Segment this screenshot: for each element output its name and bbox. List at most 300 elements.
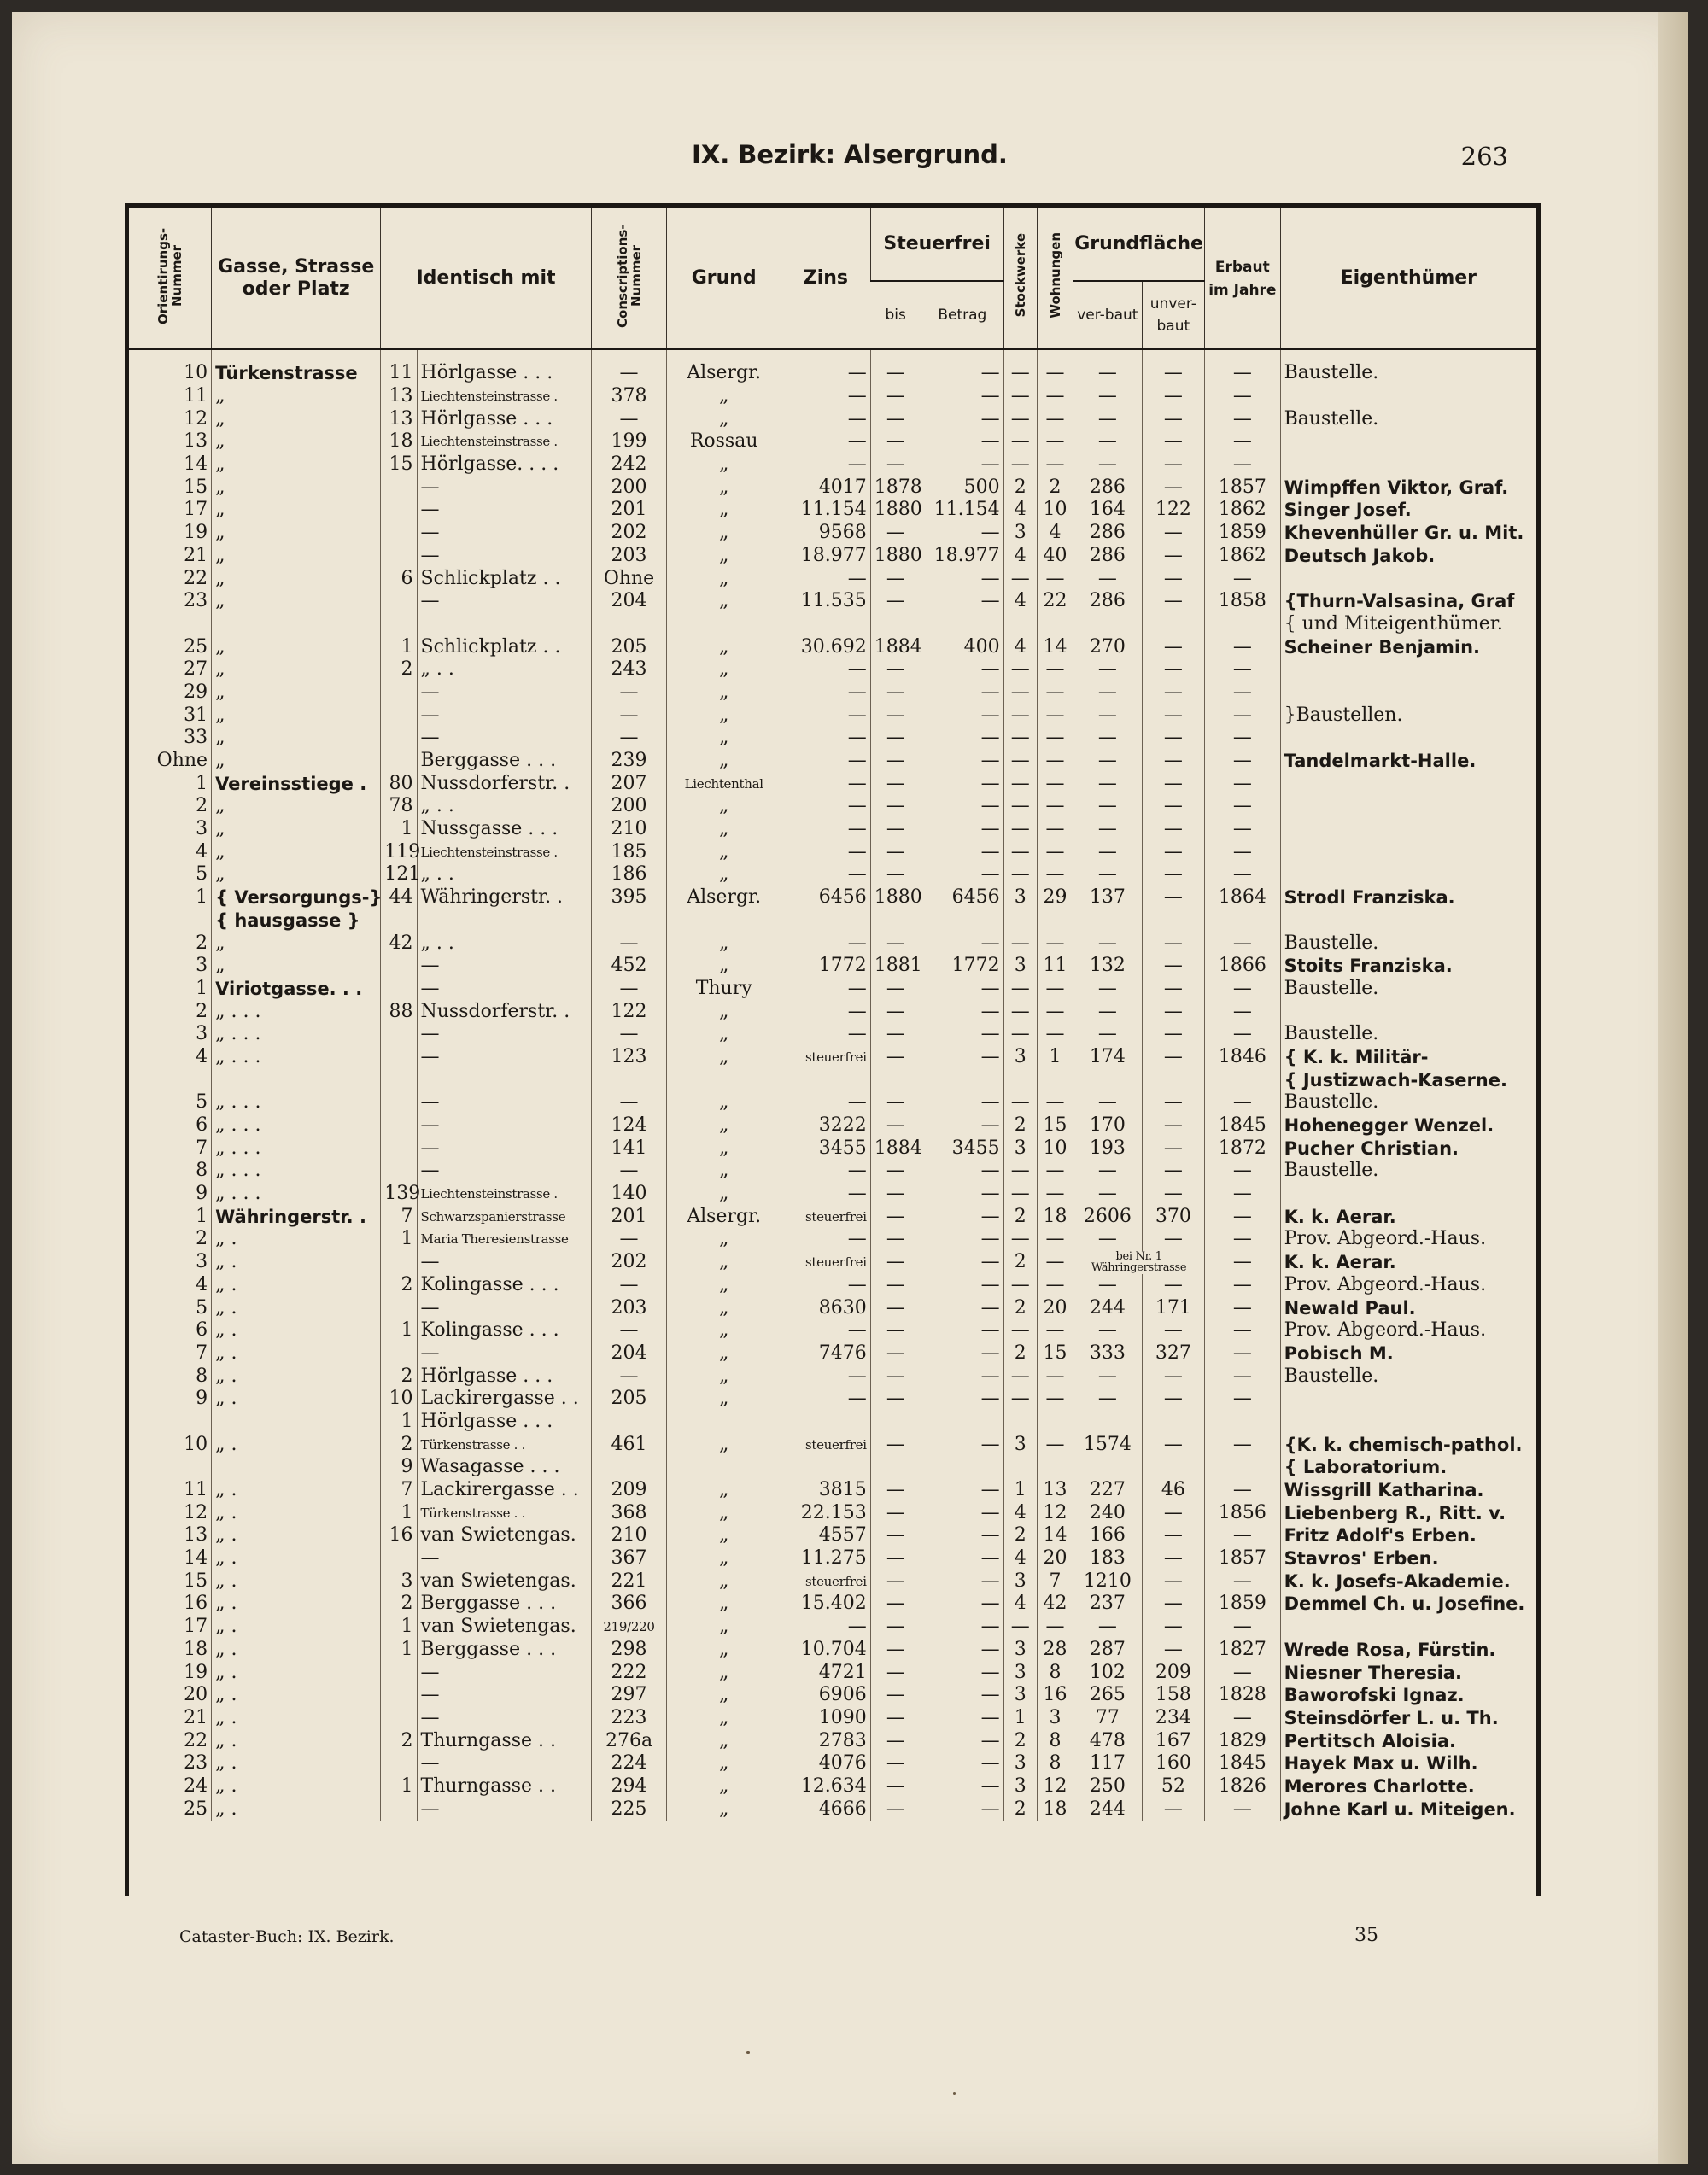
cell-betrag: — bbox=[921, 750, 1004, 773]
cell-consc: 242 bbox=[591, 453, 667, 477]
cell-ident-name bbox=[417, 909, 591, 933]
cell-wohn: 4 bbox=[1037, 522, 1073, 545]
cell-gasse: „ bbox=[212, 932, 381, 955]
cell-orient: 14 bbox=[184, 1547, 208, 1570]
cell-zins: — bbox=[781, 1274, 871, 1297]
cell-stock: — bbox=[1003, 430, 1037, 453]
cell-verbaut: — bbox=[1073, 1388, 1142, 1411]
cell-eigen bbox=[1280, 1616, 1536, 1639]
cell-eigen bbox=[1280, 818, 1536, 841]
cell-ident-name: — bbox=[417, 1752, 591, 1775]
cell-unverbaut: — bbox=[1142, 1114, 1204, 1137]
cell-verbaut: — bbox=[1073, 795, 1142, 818]
cell-zins bbox=[781, 613, 871, 636]
cell-betrag: — bbox=[921, 567, 1004, 590]
cell-grund: „ bbox=[667, 1661, 781, 1684]
cell-consc: 461 bbox=[591, 1433, 667, 1456]
cell-zins: — bbox=[781, 1000, 871, 1023]
cell-zins: steuerfrei bbox=[781, 1251, 871, 1274]
cell-eigen: Baustelle. bbox=[1280, 349, 1536, 385]
cell-consc: 202 bbox=[591, 1251, 667, 1274]
cell-stock: 3 bbox=[1003, 1639, 1037, 1662]
cell-betrag: — bbox=[921, 1501, 1004, 1524]
cell-erbaut: 1866 bbox=[1205, 955, 1281, 978]
table-row bbox=[129, 1319, 1536, 1342]
cell-wohn: 12 bbox=[1037, 1775, 1073, 1798]
cell-consc: 205 bbox=[591, 1388, 667, 1411]
cell-verbaut: 1574 bbox=[1073, 1433, 1142, 1456]
cell-betrag: — bbox=[921, 681, 1004, 705]
cell-erbaut: — bbox=[1205, 385, 1281, 408]
cell-betrag: — bbox=[921, 1639, 1004, 1662]
header-eigen: Eigenthümer bbox=[1280, 208, 1536, 349]
cell-verbaut: 183 bbox=[1073, 1547, 1142, 1570]
cell-consc: — bbox=[591, 1319, 667, 1342]
cell-orient bbox=[129, 1456, 212, 1479]
cell-ident-nr: 15 bbox=[381, 453, 417, 477]
cell-bis: — bbox=[870, 658, 921, 681]
cell-wohn: — bbox=[1037, 1319, 1073, 1342]
cell-wohn: 12 bbox=[1037, 1501, 1073, 1524]
cell-erbaut: — bbox=[1205, 349, 1281, 385]
header-grund: Grund bbox=[667, 208, 781, 349]
cell-ident-name: — bbox=[417, 522, 591, 545]
cell-bis bbox=[870, 909, 921, 933]
cell-gasse: „ . bbox=[212, 1433, 381, 1456]
cell-ident-name: — bbox=[417, 955, 591, 978]
cell-grund bbox=[667, 909, 781, 933]
cell-unverbaut: — bbox=[1142, 1570, 1204, 1593]
cell-gasse: „ . bbox=[212, 1639, 381, 1662]
table-row bbox=[129, 1228, 1536, 1251]
cell-zins: 15.402 bbox=[781, 1593, 871, 1616]
cell-betrag: 400 bbox=[921, 635, 1004, 658]
cell-grund bbox=[667, 1411, 781, 1434]
table-body bbox=[129, 349, 1536, 1821]
cell-eigen: Wimpffen Viktor, Graf. bbox=[1280, 476, 1536, 499]
cell-grund: „ bbox=[667, 1274, 781, 1297]
cell-verbaut: — bbox=[1073, 1274, 1142, 1297]
cell-wohn: — bbox=[1037, 1091, 1073, 1114]
cell-betrag bbox=[921, 1411, 1004, 1434]
table-row bbox=[129, 453, 1536, 477]
cell-eigen bbox=[1280, 681, 1536, 705]
cell-zins: 4666 bbox=[781, 1798, 871, 1821]
cell-orient: 12 bbox=[184, 407, 208, 430]
cell-consc: 204 bbox=[591, 590, 667, 613]
cell-eigen: Baustelle. bbox=[1280, 1091, 1536, 1114]
cell-wohn bbox=[1037, 1068, 1073, 1091]
cell-bis: — bbox=[870, 772, 921, 795]
cell-unverbaut: 370 bbox=[1142, 1205, 1204, 1228]
cell-gasse: „ . bbox=[212, 1775, 381, 1798]
cell-bis: — bbox=[870, 1296, 921, 1319]
cell-zins: 4076 bbox=[781, 1752, 871, 1775]
table-row bbox=[129, 1251, 1536, 1274]
cell-erbaut: — bbox=[1205, 704, 1281, 727]
cell-ident-nr: 2 bbox=[381, 1365, 417, 1388]
cell-grund: „ bbox=[667, 1342, 781, 1365]
cell-eigen: Baustelle. bbox=[1280, 1365, 1536, 1388]
cell-gasse: „ . bbox=[212, 1479, 381, 1502]
cell-wohn: — bbox=[1037, 704, 1073, 727]
cell-erbaut: — bbox=[1205, 1274, 1281, 1297]
cell-bis: — bbox=[870, 818, 921, 841]
cell-zins: — bbox=[781, 1365, 871, 1388]
cell-orient: 1 bbox=[196, 772, 208, 794]
cell-consc: — bbox=[591, 349, 667, 385]
cell-gasse: „ bbox=[212, 499, 381, 522]
cell-grund: „ bbox=[667, 1798, 781, 1821]
cell-orient bbox=[129, 1411, 212, 1434]
cell-verbaut bbox=[1073, 1411, 1142, 1434]
cell-betrag: 18.977 bbox=[921, 545, 1004, 568]
cell-grund: „ bbox=[667, 1365, 781, 1388]
cell-orient: 5 bbox=[196, 1091, 208, 1114]
cell-zins bbox=[781, 1411, 871, 1434]
cell-ident-name: Lackirergasse . . bbox=[417, 1388, 591, 1411]
cell-bis bbox=[870, 1411, 921, 1434]
cell-erbaut bbox=[1205, 1456, 1281, 1479]
cell-orient: 2 bbox=[196, 1000, 208, 1022]
table-row bbox=[129, 1183, 1536, 1206]
cell-bis: — bbox=[870, 1729, 921, 1752]
cell-orient: 4 bbox=[196, 840, 208, 862]
cell-consc: 200 bbox=[591, 795, 667, 818]
cell-wohn: 14 bbox=[1037, 635, 1073, 658]
cell-erbaut: 1827 bbox=[1205, 1639, 1281, 1662]
cell-erbaut: — bbox=[1205, 1661, 1281, 1684]
paper-speck bbox=[746, 2051, 750, 2054]
table-row bbox=[129, 1365, 1536, 1388]
cell-verbaut: 117 bbox=[1073, 1752, 1142, 1775]
cell-eigen: Baustelle. bbox=[1280, 932, 1536, 955]
cell-verbaut: — bbox=[1073, 1160, 1142, 1183]
cell-betrag: 3455 bbox=[921, 1137, 1004, 1160]
cell-ident-name: — bbox=[417, 1160, 591, 1183]
cell-eigen: Strodl Franziska. bbox=[1280, 886, 1536, 909]
cell-eigen: Stoits Franziska. bbox=[1280, 955, 1536, 978]
cell-stock: 3 bbox=[1003, 1752, 1037, 1775]
cell-gasse: { Versorgungs-} bbox=[212, 886, 381, 909]
cell-ident-name: — bbox=[417, 1114, 591, 1137]
cell-stock: — bbox=[1003, 407, 1037, 430]
cell-stock bbox=[1003, 1456, 1037, 1479]
cell-unverbaut: — bbox=[1142, 1046, 1204, 1069]
cell-bis: — bbox=[870, 1000, 921, 1023]
cell-erbaut: — bbox=[1205, 1205, 1281, 1228]
table-row bbox=[129, 840, 1536, 863]
cell-erbaut bbox=[1205, 1068, 1281, 1091]
table-row bbox=[129, 1798, 1536, 1821]
cell-ident-nr: 1 bbox=[381, 1775, 417, 1798]
cell-grund bbox=[667, 613, 781, 636]
table-row bbox=[129, 955, 1536, 978]
cell-ident-nr bbox=[381, 1752, 417, 1775]
cell-ident-nr: 1 bbox=[381, 1616, 417, 1639]
cell-wohn: 8 bbox=[1037, 1661, 1073, 1684]
cell-wohn: 42 bbox=[1037, 1593, 1073, 1616]
cell-orient: 9 bbox=[196, 1388, 208, 1410]
cell-wohn: — bbox=[1037, 658, 1073, 681]
footer-sheet-number: 35 bbox=[1354, 1925, 1378, 1946]
cell-gasse: „ . bbox=[212, 1274, 381, 1297]
cell-wohn: 18 bbox=[1037, 1205, 1073, 1228]
cell-stock: 3 bbox=[1003, 886, 1037, 909]
cell-ident-nr: 1 bbox=[381, 1501, 417, 1524]
cell-wohn: 18 bbox=[1037, 1798, 1073, 1821]
cell-grund: „ bbox=[667, 385, 781, 408]
cell-orient: 23 bbox=[184, 1752, 208, 1774]
cell-ident-nr bbox=[381, 955, 417, 978]
cell-orient bbox=[129, 909, 212, 933]
cell-eigen: {K. k. chemisch-pathol. bbox=[1280, 1433, 1536, 1456]
cell-stock: 2 bbox=[1003, 1114, 1037, 1137]
cell-bis: — bbox=[870, 567, 921, 590]
cell-bis: — bbox=[870, 1775, 921, 1798]
cell-zins: steuerfrei bbox=[781, 1046, 871, 1069]
cell-grund: „ bbox=[667, 1046, 781, 1069]
cell-zins: — bbox=[781, 727, 871, 750]
cell-ident-nr: 7 bbox=[381, 1479, 417, 1502]
cell-unverbaut bbox=[1142, 1456, 1204, 1479]
cell-unverbaut: — bbox=[1142, 1160, 1204, 1183]
cell-consc: 224 bbox=[591, 1752, 667, 1775]
cell-wohn: 11 bbox=[1037, 955, 1073, 978]
cell-bis: — bbox=[870, 1661, 921, 1684]
cell-unverbaut: — bbox=[1142, 886, 1204, 909]
cell-gasse: „ . bbox=[212, 1296, 381, 1319]
cell-gasse: „ . . . bbox=[212, 1000, 381, 1023]
cell-unverbaut bbox=[1142, 909, 1204, 933]
cell-wohn: — bbox=[1037, 795, 1073, 818]
cell-consc: 297 bbox=[591, 1684, 667, 1707]
cell-grund: „ bbox=[667, 1570, 781, 1593]
cell-stock: — bbox=[1003, 727, 1037, 750]
cell-verbaut: — bbox=[1073, 978, 1142, 1001]
cell-verbaut: 244 bbox=[1073, 1296, 1142, 1319]
cell-unverbaut: — bbox=[1142, 453, 1204, 477]
cell-bis: — bbox=[870, 1228, 921, 1251]
cell-orient: 15 bbox=[184, 476, 208, 498]
cell-consc: 366 bbox=[591, 1593, 667, 1616]
cell-gasse: „ bbox=[212, 567, 381, 590]
cell-consc: 367 bbox=[591, 1547, 667, 1570]
cell-stock: — bbox=[1003, 1023, 1037, 1046]
cell-orient: 17 bbox=[184, 499, 208, 521]
cell-wohn: 16 bbox=[1037, 1684, 1073, 1707]
cell-grund: „ bbox=[667, 863, 781, 886]
cell-gasse: „ bbox=[212, 430, 381, 453]
cell-orient: 10 bbox=[184, 1433, 208, 1455]
cell-unverbaut: 122 bbox=[1142, 499, 1204, 522]
cell-orient: 16 bbox=[184, 1593, 208, 1615]
cell-eigen: Liebenberg R., Ritt. v. bbox=[1280, 1501, 1536, 1524]
cell-ident-name: Liechtensteinstrasse . bbox=[417, 385, 591, 408]
cell-wohn: 22 bbox=[1037, 590, 1073, 613]
cell-wohn: 13 bbox=[1037, 1479, 1073, 1502]
cell-gasse: „ . bbox=[212, 1228, 381, 1251]
cell-consc: 123 bbox=[591, 1046, 667, 1069]
cell-zins: 2783 bbox=[781, 1729, 871, 1752]
cell-consc: 203 bbox=[591, 545, 667, 568]
cell-ident-name: Berggasse . . . bbox=[417, 1593, 591, 1616]
cell-wohn: — bbox=[1037, 840, 1073, 863]
cell-gasse: „ . bbox=[212, 1388, 381, 1411]
cell-unverbaut bbox=[1142, 1411, 1204, 1434]
table-row bbox=[129, 772, 1536, 795]
table-row bbox=[129, 1160, 1536, 1183]
cell-eigen: Prov. Abgeord.-Haus. bbox=[1280, 1228, 1536, 1251]
cell-grund: „ bbox=[667, 1183, 781, 1206]
cell-bis: — bbox=[870, 1479, 921, 1502]
cell-stock: — bbox=[1003, 1388, 1037, 1411]
cell-bis: — bbox=[870, 590, 921, 613]
cell-ident-name: — bbox=[417, 1296, 591, 1319]
cell-bis: — bbox=[870, 750, 921, 773]
cell-stock: 3 bbox=[1003, 955, 1037, 978]
header-orient: Orientirungs-Nummer bbox=[129, 208, 212, 349]
cell-grund: „ bbox=[667, 658, 781, 681]
cell-ident-name: — bbox=[417, 704, 591, 727]
cell-stock: — bbox=[1003, 385, 1037, 408]
cell-grund: „ bbox=[667, 1593, 781, 1616]
cell-ident-nr bbox=[381, 1661, 417, 1684]
cell-ident-name: „ . . bbox=[417, 932, 591, 955]
cell-verbaut: 237 bbox=[1073, 1593, 1142, 1616]
cell-unverbaut: 158 bbox=[1142, 1684, 1204, 1707]
cell-wohn: — bbox=[1037, 1183, 1073, 1206]
cell-ident-nr: 121 bbox=[381, 863, 417, 886]
cell-zins: — bbox=[781, 818, 871, 841]
cell-betrag: — bbox=[921, 704, 1004, 727]
cell-gasse: „ . bbox=[212, 1684, 381, 1707]
cell-grund: „ bbox=[667, 567, 781, 590]
cell-stock: — bbox=[1003, 1319, 1037, 1342]
cell-ident-name: Thurngasse . . bbox=[417, 1729, 591, 1752]
cell-verbaut: — bbox=[1073, 1228, 1142, 1251]
cell-wohn bbox=[1037, 1456, 1073, 1479]
cell-eigen: Wissgrill Katharina. bbox=[1280, 1479, 1536, 1502]
cell-gasse: „ . bbox=[212, 1547, 381, 1570]
table-row bbox=[129, 1729, 1536, 1752]
cell-ident-name: Nussgasse . . . bbox=[417, 818, 591, 841]
table-row bbox=[129, 1593, 1536, 1616]
cell-consc: 243 bbox=[591, 658, 667, 681]
cell-verbaut: 478 bbox=[1073, 1729, 1142, 1752]
cell-ident-name: — bbox=[417, 1684, 591, 1707]
cell-orient: 7 bbox=[196, 1137, 208, 1159]
cell-unverbaut: 46 bbox=[1142, 1479, 1204, 1502]
cell-bis: — bbox=[870, 1205, 921, 1228]
cell-consc: — bbox=[591, 1160, 667, 1183]
cell-bis: — bbox=[870, 1091, 921, 1114]
cell-eigen: Johne Karl u. Miteigen. bbox=[1280, 1798, 1536, 1821]
cell-ident-nr bbox=[381, 499, 417, 522]
cell-gasse: „ . bbox=[212, 1798, 381, 1821]
cell-eigen bbox=[1280, 430, 1536, 453]
cell-orient: 8 bbox=[196, 1160, 208, 1182]
cell-wohn: — bbox=[1037, 1274, 1073, 1297]
cell-erbaut: — bbox=[1205, 430, 1281, 453]
cell-unverbaut: — bbox=[1142, 658, 1204, 681]
cell-ident-nr bbox=[381, 727, 417, 750]
cell-gasse: „ bbox=[212, 476, 381, 499]
cell-verbaut: — bbox=[1073, 772, 1142, 795]
cell-gasse: „ . bbox=[212, 1251, 381, 1274]
cell-erbaut: — bbox=[1205, 1798, 1281, 1821]
cell-grund: „ bbox=[667, 476, 781, 499]
cell-ident-name: — bbox=[417, 1251, 591, 1274]
cell-zins bbox=[781, 909, 871, 933]
cell-betrag: — bbox=[921, 1160, 1004, 1183]
cell-unverbaut: — bbox=[1142, 1616, 1204, 1639]
cell-wohn: — bbox=[1037, 1160, 1073, 1183]
cell-zins: — bbox=[781, 567, 871, 590]
cell-betrag bbox=[921, 909, 1004, 933]
cell-unverbaut: — bbox=[1142, 567, 1204, 590]
cell-orient: 4 bbox=[196, 1273, 208, 1295]
cell-eigen: K. k. Aerar. bbox=[1280, 1205, 1536, 1228]
cell-grund: Rossau bbox=[667, 430, 781, 453]
table-row bbox=[129, 1616, 1536, 1639]
cell-eigen: Hayek Max u. Wilh. bbox=[1280, 1752, 1536, 1775]
cell-erbaut: — bbox=[1205, 750, 1281, 773]
cell-verbaut: 193 bbox=[1073, 1137, 1142, 1160]
cell-unverbaut: — bbox=[1142, 818, 1204, 841]
cell-erbaut: — bbox=[1205, 1160, 1281, 1183]
cell-ident-nr: 2 bbox=[381, 1593, 417, 1616]
cell-consc bbox=[591, 1411, 667, 1434]
cell-betrag: — bbox=[921, 1000, 1004, 1023]
cell-grund: „ bbox=[667, 1091, 781, 1114]
header-stock: Stockwerke bbox=[1003, 208, 1037, 349]
table-row bbox=[129, 430, 1536, 453]
cell-bis: — bbox=[870, 1501, 921, 1524]
cell-stock: — bbox=[1003, 818, 1037, 841]
cell-consc: 186 bbox=[591, 863, 667, 886]
cell-erbaut bbox=[1205, 613, 1281, 636]
cell-betrag: — bbox=[921, 590, 1004, 613]
cell-stock: — bbox=[1003, 1160, 1037, 1183]
cell-orient: 13 bbox=[184, 430, 208, 453]
cell-wohn: — bbox=[1037, 772, 1073, 795]
cell-orient: 5 bbox=[196, 863, 208, 886]
cell-ident-name: Schwarzspanierstrasse bbox=[417, 1205, 591, 1228]
cell-erbaut: — bbox=[1205, 1091, 1281, 1114]
cell-betrag: — bbox=[921, 1388, 1004, 1411]
cell-bis: — bbox=[870, 407, 921, 430]
cell-eigen: { Laboratorium. bbox=[1280, 1456, 1536, 1479]
cell-eigen bbox=[1280, 772, 1536, 795]
cell-grund: „ bbox=[667, 1684, 781, 1707]
cell-stock: — bbox=[1003, 1183, 1037, 1206]
cell-betrag: — bbox=[921, 978, 1004, 1001]
cell-erbaut: — bbox=[1205, 658, 1281, 681]
cell-unverbaut: 167 bbox=[1142, 1729, 1204, 1752]
cell-grund: „ bbox=[667, 1296, 781, 1319]
cell-orient: 2 bbox=[196, 795, 208, 817]
cell-grund: „ bbox=[667, 1707, 781, 1730]
cell-wohn: 28 bbox=[1037, 1639, 1073, 1662]
cell-grund: Alsergr. bbox=[667, 1205, 781, 1228]
cell-ident-nr bbox=[381, 1547, 417, 1570]
cell-consc: 122 bbox=[591, 1000, 667, 1023]
cell-eigen: { und Miteigenthümer. bbox=[1280, 613, 1536, 636]
cell-bis: — bbox=[870, 385, 921, 408]
cell-stock bbox=[1003, 1068, 1037, 1091]
cell-unverbaut: — bbox=[1142, 1433, 1204, 1456]
